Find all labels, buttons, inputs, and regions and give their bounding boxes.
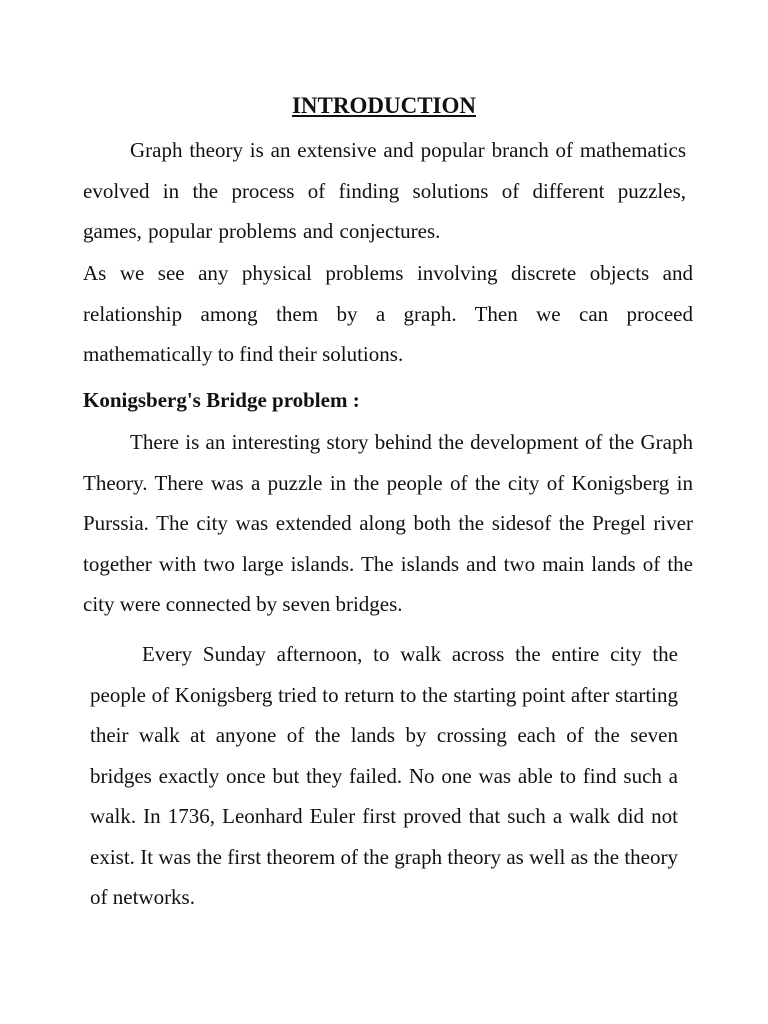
section-paragraph-1: There is an interesting story behind the development of the Graph Theory. There was a puzzle in the people of the city of Konigsberg in Purssia. The city was extended along both the sidesof the Pregel river together with two large islands. The islands and two main lands of the city were connected by seven bridges. bbox=[83, 430, 693, 616]
section-paragraph-2: Every Sunday afternoon, to walk across the entire city the people of Konigsberg tried to return to the starting point after starting their walk at anyone of the lands by crossing each of the seven bridges exactly once but they failed. No one was able to find such a walk. In 1736, Leonhard Euler first proved that such a walk did not exist. It was the first theorem of the graph theory as well as the theory of networks. bbox=[90, 642, 678, 909]
intro-paragraph-1: Graph theory is an extensive and popular branch of mathematics evolved in the process of finding solutions of different puzzles, games, popular problems and conjectures. bbox=[83, 138, 686, 243]
section-heading: Konigsberg's Bridge problem : bbox=[83, 388, 360, 412]
intro-paragraph-2: As we see any physical problems involving discrete objects and relationship among them by a graph. Then we can proceed mathematically to find their solutions. bbox=[83, 261, 693, 366]
page-title: INTRODUCTION bbox=[291, 93, 477, 118]
